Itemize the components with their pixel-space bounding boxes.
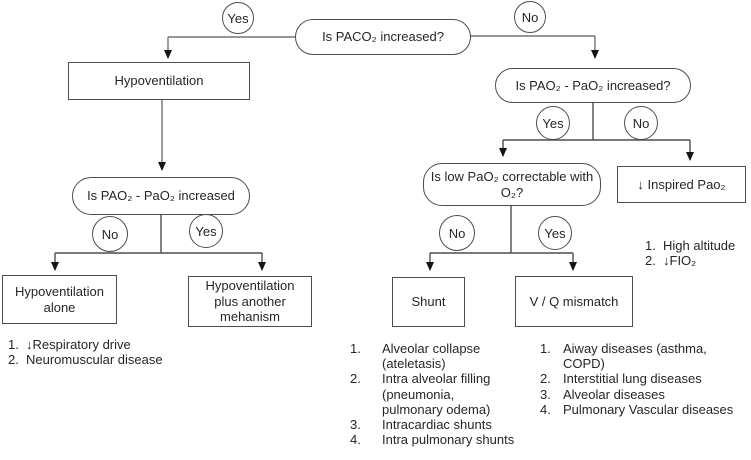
list-item [350,341,516,371]
node-root-question: Is PACO₂ increased? [295,19,471,55]
branch-label-lowq-yes: Yes [538,216,572,250]
list-item-text: Intra alveolar filling (pneumonia, pulmonary odema) [382,371,491,417]
list-item-text: ↓FIO₂ [663,253,697,269]
node-right-question: Is PAO₂ - PaO₂ increased? [495,68,691,103]
list-item [540,402,740,417]
node-shunt: Shunt [392,277,465,327]
node-vq-mismatch: V / Q mismatch [515,276,633,327]
list-item [8,337,228,352]
list-item [540,387,740,402]
list-item-text: Aiway diseases (asthma, COPD) [563,341,707,372]
branch-label-leftq-yes: Yes [189,214,223,248]
shunt-causes-list [350,341,516,447]
list-item-text: Alveolar diseases [563,386,665,402]
branch-label-top-yes: Yes [222,2,254,34]
list-item-number: 2. [540,371,551,387]
list-item-number: 4. [350,432,361,448]
vq-mismatch-causes-list [540,341,740,417]
list-item-number: 4. [540,401,551,417]
node-hypoventilation-alone: Hypoventilation alone [2,275,117,324]
list-item-text: High altitude [663,238,736,253]
list-item [350,432,516,447]
list-item [645,253,750,268]
node-left-question: Is PAO₂ - PaO₂ increased [72,177,250,215]
list-item-text: Pulmonary Vascular diseases [563,401,734,417]
list-item-number: 2. [645,253,656,269]
list-item-number: 2. [8,352,19,368]
branch-label-rightq-no: No [624,106,658,140]
list-item-text: ↓Respiratory drive [26,337,131,352]
node-correctable-question: Is low PaO₂ correctable with O₂? [423,163,601,206]
branch-label-top-no: No [514,1,546,33]
list-item [8,352,228,367]
list-item-text: Intra pulmonary shunts [382,432,515,448]
list-item-number: 1. [645,238,656,253]
list-item [540,341,740,371]
branch-label-leftq-no: No [92,216,128,252]
inspired-pao2-causes-list [645,238,750,268]
list-item-number: 3. [540,386,551,402]
branch-label-lowq-no: No [439,215,475,251]
list-item [350,417,516,432]
list-item [350,371,516,417]
list-item-text: Alveolar collapse (ateletasis) [382,341,481,372]
list-item-number: 1. [350,341,361,356]
list-item-text: Neuromuscular disease [26,352,163,368]
node-hypoventilation: Hypoventilation [68,62,250,100]
list-item-number: 2. [350,371,361,387]
branch-label-rightq-yes: Yes [536,106,570,140]
node-inspired-pao2: ↓ Inspired Pao₂ [617,166,746,203]
hypoventilation-alone-causes-list [8,337,228,367]
list-item-text: Intracardiac shunts [382,417,492,433]
node-hypoventilation-plus: Hypoventilation plus another mehanism [188,276,312,327]
list-item-number: 3. [350,417,361,433]
list-item [645,238,750,253]
list-item [540,371,740,386]
list-item-number: 1. [8,337,19,352]
list-item-number: 1. [540,341,551,356]
list-item-text: Interstitial lung diseases [563,371,702,387]
